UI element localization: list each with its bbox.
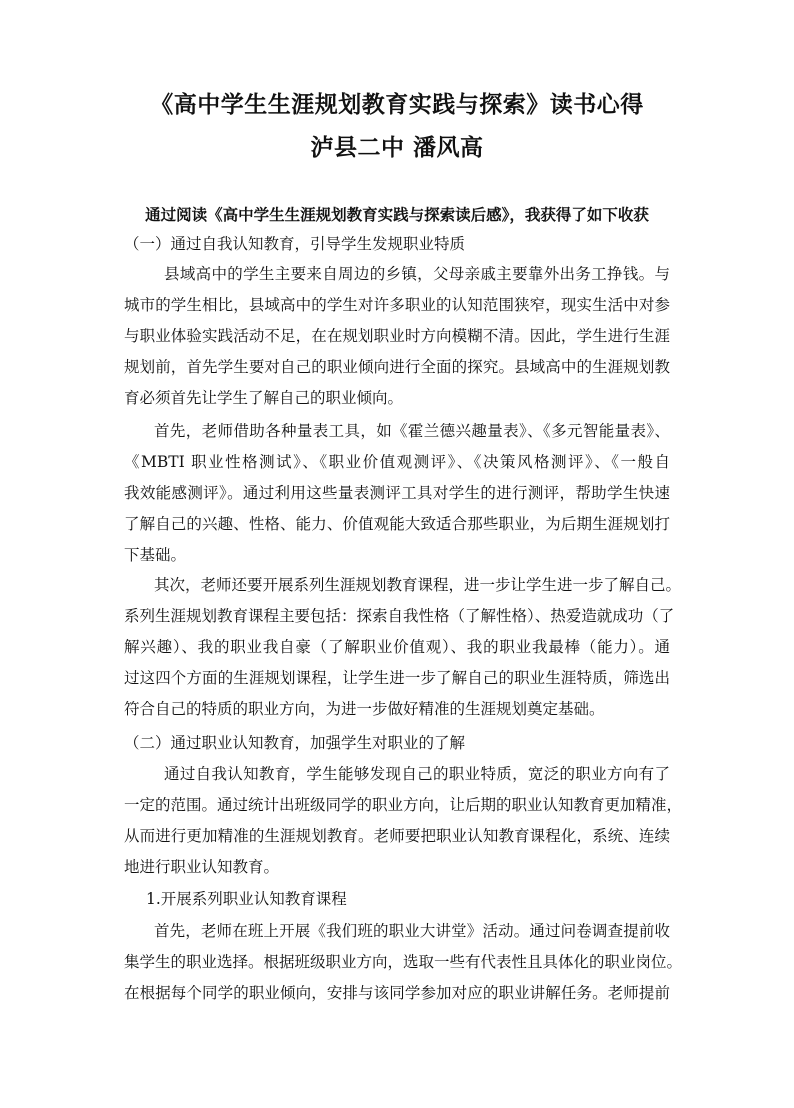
- text-line: 地进行职业认知教育。: [124, 858, 280, 876]
- text-line: 集学生的职业选择。根据班级职业方向，选取一些有代表性且具体化的职业岗位。: [124, 953, 683, 971]
- text-line: 过这四个方面的生涯规划课程，让学生进一步了解自己的职业生涯特质，筛选出: [124, 669, 670, 687]
- text-line: 了解自己的兴趣、性格、能力、价值观能大致适合那些职业，为后期生涯规划打: [124, 515, 670, 533]
- text-line: 解兴趣）、我的职业我自豪（了解职业价值观）、我的职业我最棒（能力）。通: [124, 638, 670, 656]
- text-line: 通过自我认知教育，学生能够发现自己的职业特质，宽泛的职业方向有了: [164, 765, 670, 783]
- text-line: 下基础。: [124, 546, 187, 564]
- author-line: 泸县二中 潘风高: [310, 134, 484, 161]
- text-line: 城市的学生相比，县域高中的学生对许多职业的认知范围狭窄，现实生活中对参: [124, 296, 670, 314]
- text-line: 在根据每个同学的职业倾向，安排与该同学参加对应的职业讲解任务。老师提前: [124, 984, 670, 1002]
- text-line: 首先，老师在班上开展《我们班的职业大讲堂》活动。通过问卷调查提前收: [154, 922, 670, 940]
- text-line: 规划前，首先学生要对自己的职业倾向进行全面的探究。县域高中的生涯规划教: [124, 358, 670, 376]
- document-title: 《高中学生生涯规划教育实践与探索》读书心得: [150, 91, 644, 118]
- subsection-heading: 1.开展系列职业认知教育课程: [146, 890, 347, 908]
- section-heading-2: （二）通过职业认知教育，加强学生对职业的了解: [124, 734, 466, 752]
- text-line: 与职业体验实践活动不足，在在规划职业时方向模糊不清。因此，学生进行生涯: [124, 327, 670, 345]
- text-line: 系列生涯规划教育课程主要包括：探索自我性格（了解性格）、热爱造就成功（了: [124, 607, 675, 625]
- text-line: 其次，老师还要开展系列生涯规划教育课程，进一步让学生进一步了解自己。: [154, 576, 682, 594]
- text-line: 一定的范围。通过统计出班级同学的职业方向，让后期的职业认知教育更加精准，: [124, 796, 683, 814]
- section-heading-1: （一）通过自我认知教育，引导学生发规职业特质: [124, 235, 466, 253]
- text-line: 我效能感测评》。通过利用这些量表测评工具对学生的进行测评，帮助学生快速: [124, 484, 670, 502]
- text-line: 《MBTI 职业性格测试》、《职业价值观测评》、《决策风格测评》、《一般自: [124, 453, 670, 471]
- text-line: 符合自己的特质的职业方向，为进一步做好精准的生涯规划奠定基础。: [124, 700, 605, 718]
- text-line: 从而进行更加精准的生涯规划教育。老师要把职业认知教育课程化，系统、连续: [124, 827, 670, 845]
- text-line: 育必须首先让学生了解自己的职业倾向。: [124, 389, 404, 407]
- intro-heading: 通过阅读《高中学生生涯规划教育实践与探索读后感》，我获得了如下收获: [145, 205, 649, 224]
- text-line: 县域高中的学生主要来自周边的乡镇，父母亲戚主要靠外出务工挣钱。与: [164, 265, 670, 283]
- text-line: 首先，老师借助各种量表工具，如《霍兰德兴趣量表》、《多元智能量表》、: [154, 422, 670, 440]
